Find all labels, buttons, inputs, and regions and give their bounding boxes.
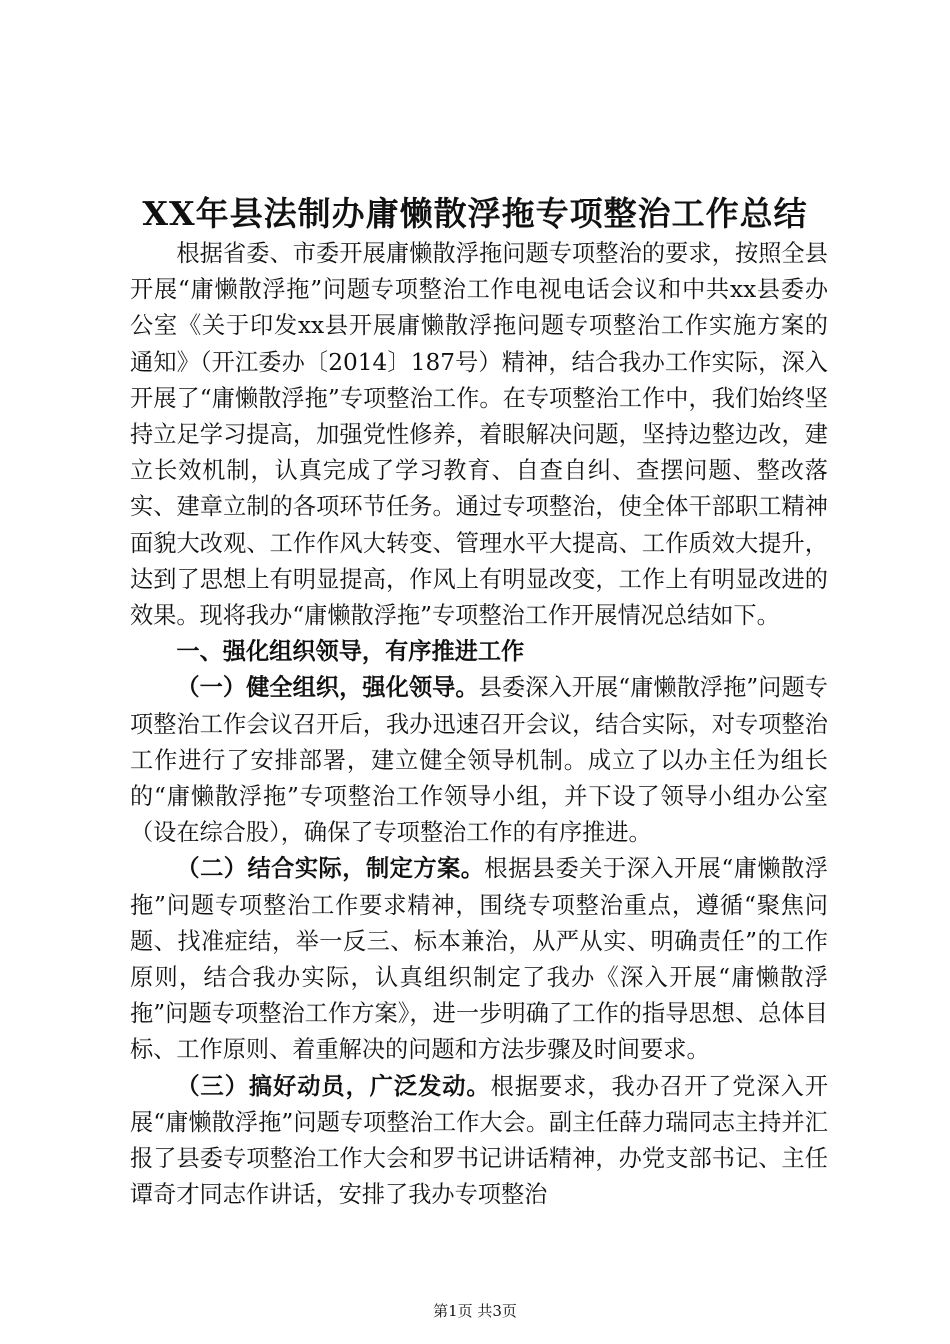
intro-paragraph: 根据省委、市委开展庸懒散浮拖问题专项整治的要求，按照全县开展“庸懒散浮拖”问题专项整治工作电视电话会议和中共xx县委办公室《关于印发xx县开展庸懒散浮拖问题专项整治工作实施方案的通知》（开江委办〔2014〕187号）精神，结合我办工作实际，深入开展了“庸懒散浮拖”专项整治工作。在专项整治工作中，我们始终坚持立足学习提高，加强党性修养，着眼解决问题，坚持边整边改，建立长效机制，认真完成了学习教育、自查自纠、查摆问题、整改落实、建章立制的各项环节任务。通过专项整治，使全体干部职工精神面貌大改观、工作作风大转变、管理水平大提高、工作质效大提升，达到了思想上有明显提高，作风上有明显改变，工作上有明显改进的效果。现将我办“庸懒散浮拖”专项整治工作开展情况总结如下。 (130, 240, 828, 630)
item-text: 县委深入开展“庸懒散浮拖”问题专项整治工作会议召开后，我办迅速召开会议，结合实际，对专项整治工作进行了安排部署，建立健全领导机制。成立了以办主任为组长的“庸懒散浮拖”专项整治工作领导小组，并下设了领导小组办公室（设在综合股），确保了专项整治工作的有序推进。 (130, 674, 828, 847)
document-title: XX年县法制办庸懒散浮拖专项整治工作总结 (142, 194, 808, 233)
document-body (130, 236, 828, 1213)
item-heading: （二）结合实际，制定方案。 (176, 855, 485, 883)
item-text: 根据要求，我办召开了党深入开展“庸懒散浮拖”问题专项整治工作大会。副主任薛力瑞同志主持并汇报了县委专项整治工作大会和罗书记讲话精神，办党支部书记、主任谭奇才同志作讲话，安排了我办专项整治 (130, 1072, 829, 1209)
page-indicator: 第1页 共3页 (433, 1302, 517, 1320)
item-text: 根据县委关于深入开展“庸懒散浮拖”问题专项整治工作要求精神，围绕专项整治重点，遵循“聚焦问题、找准症结，举一反三、标本兼治，从严从实、明确责任”的工作原则，结合我办实际，认真组织制定了我办《深入开展“庸懒散浮拖”问题专项整治工作方案》，进一步明确了工作的指导思想、总体目标、工作原则、着重解决的问题和方法步骤及时间要求。 (130, 855, 828, 1064)
item-paragraph (130, 670, 828, 851)
item-heading: （三）搞好动员，广泛发动。 (176, 1072, 491, 1100)
item-paragraph (130, 851, 828, 1068)
item-heading: （一）健全组织，强化领导。 (176, 674, 479, 702)
section-heading: 一、强化组织领导，有序推进工作 (176, 638, 525, 666)
item-paragraph (130, 1069, 828, 1214)
